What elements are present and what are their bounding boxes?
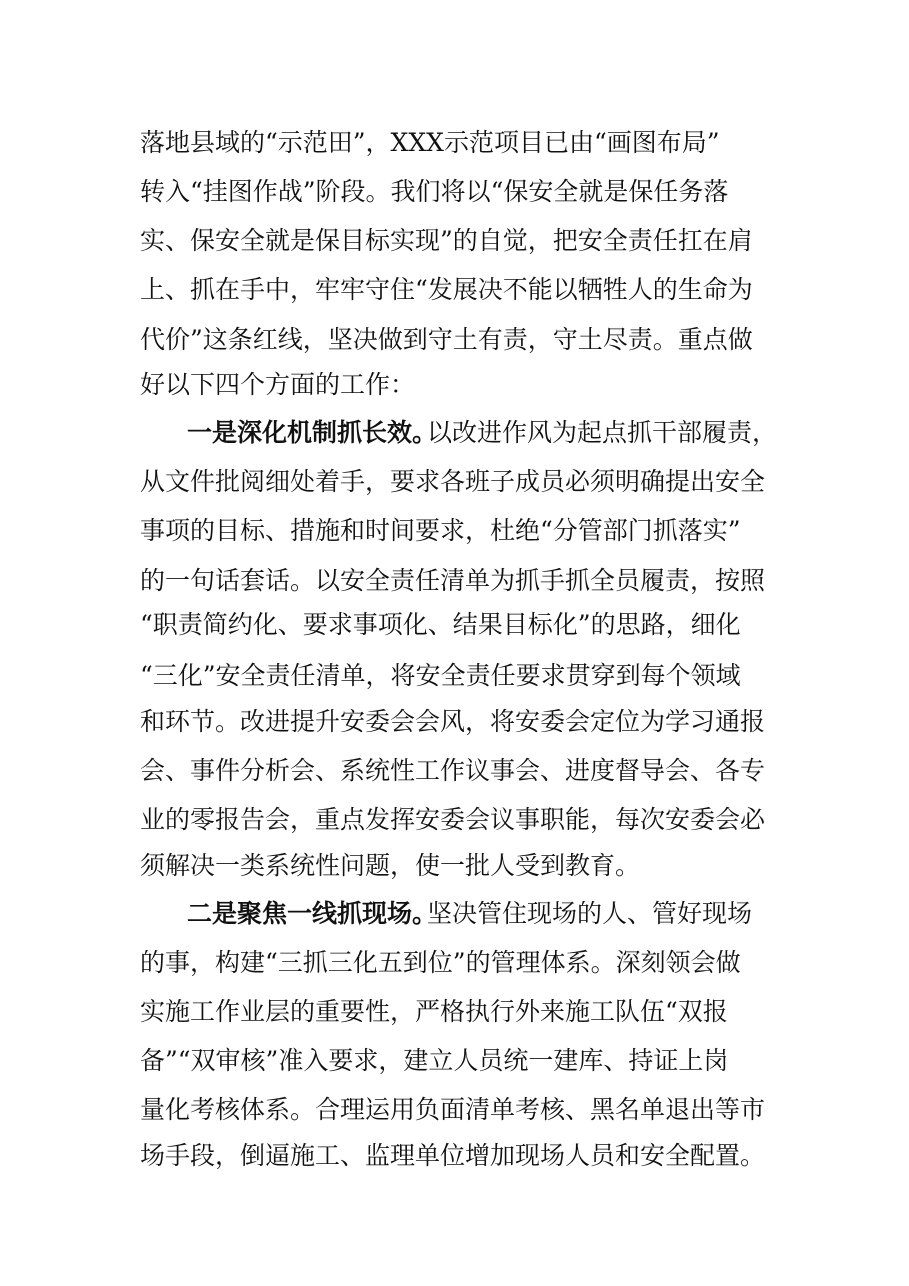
- text-line: [0, 561, 909, 601]
- text-line: [0, 751, 909, 791]
- line-text: 转入“挂图作战”阶段。我们将以“保安全就是保任务落: [140, 177, 729, 206]
- text-line: [0, 943, 909, 983]
- line-text: 的事，构建“三抓三化五到位”的管理体系。深刻领会做: [140, 948, 741, 977]
- line-text: 事项的目标、措施和时间要求，杜绝“分管部门抓落实”: [140, 516, 741, 545]
- text-line: [0, 656, 909, 696]
- text-line: [0, 1136, 909, 1176]
- line-text: 坚决管住现场的人、管好现场: [427, 899, 753, 928]
- text-line: [0, 1090, 909, 1130]
- line-text: 业的零报告会，重点发挥安委会议事职能，每次安委会必: [140, 805, 766, 834]
- line-text: 量化考核体系。合理运用负面清单考核、黑名单退出等市: [140, 1095, 766, 1124]
- line-text: 场手段，倒逼施工、监理单位增加现场人员和安全配置。: [140, 1141, 766, 1170]
- text-line: [0, 846, 909, 886]
- text-line: [0, 605, 909, 645]
- line-text: 的一句话套话。以安全责任清单为抓手抓全员履责，按照: [140, 566, 766, 595]
- line-text: 以改进作风为起点抓干部履责，: [427, 418, 778, 447]
- line-text: “三化”安全责任清单，将安全责任要求贯穿到每个领域: [140, 661, 741, 690]
- text-line: [0, 1041, 909, 1081]
- line-text: “职责简约化、要求事项化、结果目标化”的思路，细化: [140, 610, 741, 639]
- text-line: [0, 365, 909, 405]
- paragraph-first-line: [0, 413, 909, 453]
- text-line: [0, 462, 909, 502]
- line-text: 实施工作业层的重要性，严格执行外来施工队伍“双报: [140, 997, 728, 1026]
- line-text: 落地县域的“示范田”，XXX示范项目已由“画图布局”: [140, 128, 720, 157]
- line-text: 会、事件分析会、系统性工作议事会、进度督导会、各专: [140, 756, 766, 785]
- paragraph-heading: 一是深化机制抓长效。: [187, 418, 438, 447]
- text-line: [0, 123, 909, 163]
- line-text: 好以下四个方面的工作：: [140, 370, 416, 399]
- line-text: 从文件批阅细处着手，要求各班子成员必须明确提出安全: [140, 467, 766, 496]
- text-line: [0, 511, 909, 551]
- line-text: 代价”这条红线，坚决做到守土有责，守土尽责。重点做: [140, 325, 753, 354]
- text-line: [0, 800, 909, 840]
- line-text: 实、保安全就是保目标实现”的自觉，把安全责任扛在肩: [140, 226, 753, 255]
- text-line: [0, 172, 909, 212]
- line-text: 和环节。改进提升安委会会风，将安委会定位为学习通报: [140, 707, 766, 736]
- text-line: [0, 992, 909, 1032]
- paragraph-heading: 二是聚焦一线抓现场。: [187, 899, 438, 928]
- line-text: 上、抓在手中，牢牢守住“发展决不能以牺牲人的生命为: [140, 275, 753, 304]
- text-line: [0, 320, 909, 360]
- text-line: [0, 270, 909, 310]
- paragraph-first-line: [0, 894, 909, 934]
- text-line: [0, 221, 909, 261]
- line-text: 备”“双审核”准入要求，建立人员统一建库、持证上岗: [140, 1046, 729, 1075]
- text-line: [0, 702, 909, 742]
- line-text: 须解决一类系统性问题，使一批人受到教育。: [140, 851, 641, 880]
